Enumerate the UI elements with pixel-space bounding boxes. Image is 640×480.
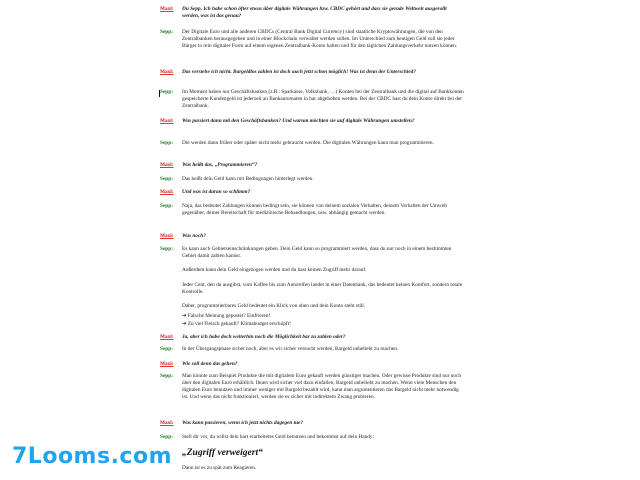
- speaker-label-sepp: Sepp:: [160, 203, 173, 209]
- dialog-text: Was passiert dann mit den Geschäftsbanken? Und warum möchten sie auf digitale Währungen umstellen?: [182, 118, 415, 124]
- speaker-label-maxl: Maxl:: [160, 69, 174, 75]
- zugriff-heading: „Zugriff verweigert“: [182, 448, 263, 458]
- dialog-text: Naja, das bedeutet Zahlungen können bedingt sein, sie können von deinem sozialen Verhalten, deinem Verhalten der Umwelt gegenüber, deiner Bereitschaft für medizinische Behandlungen, usw. abhängig gemacht werden.: [182, 203, 448, 216]
- speaker-label-sepp: Sepp:: [160, 246, 173, 252]
- speaker-label-sepp: Sepp:: [160, 140, 173, 146]
- dialog-text: Es kann auch Gebietseinschränkungen geben. Dein Geld kann so programmiert werden, dass du nur noch in einem bestimmten Gebiet damit zahlen kannst.: [182, 246, 452, 259]
- speaker-label-sepp: Sepp:: [160, 89, 173, 95]
- speaker-label-maxl: Maxl:: [160, 162, 174, 168]
- dialog-text: Außerdem kann dein Geld eingezogen werden und du hast keinen Zugriff mehr darauf.: [182, 267, 367, 273]
- speaker-label-maxl: Maxl:: [160, 6, 174, 12]
- speaker-label-maxl: Maxl:: [160, 420, 174, 426]
- dialog-text: Im Moment haben nur Geschäftsbanken (z.B.: Sparkasse, Volksbank, …) Konten bei der Zentralbank und die digital auf Bankkonten gespeicherte Kundengeld ist jederzeit an Bankautomaten in bar abgehoben werden. Bei der CBDC hast du dein Konto direkt bei der Zentralbank.: [182, 89, 464, 109]
- dialog-text: Der Digitale Euro und alle anderen CBDCs (Central Bank Digital Currency) sind staatliche Kryptowährungen, die von den Zentralbanken herausgegeben und in einer Blockchain verwaltet werden sollen. Im Unterschied zum heutigen Geld soll sie jeder Bürger in rein digitaler Form auf einem eigenen Zentralbank-Konto halten und für den täglichen Zahlungsverkehr nutzen können.: [182, 29, 458, 49]
- dialog-text: Das heißt dein Geld kann mit Bedingungen hinterlegt werden.: [182, 176, 314, 182]
- dialog-text: Stell dir vor, du willst dein hart erarbeitetes Geld benutzen und bekommst auf dein Handy:: [182, 434, 375, 440]
- dialog-text: Das verstehe ich nicht. Bargeldlos zahlen ist doch auch jetzt schon möglich! Was ist denn der Unterschied?: [182, 69, 416, 75]
- dialog-text: Was noch?: [182, 233, 206, 239]
- dialog-text: ➔ Falsche Meinung gepostet? Einfrieren!: [182, 313, 271, 319]
- speaker-label-maxl: Maxl:: [160, 334, 174, 340]
- speaker-label-maxl: Maxl:: [160, 233, 174, 239]
- dialog-text: Du Sepp, Ich habe schon öfter etwas über digitale Währungen bzw. CBDC gehört und dass sie gerade Weltweit ausgerollt werden, was ist das genau?: [182, 6, 447, 19]
- dialog-text: Wie soll denn das gehen?: [182, 361, 238, 367]
- text-cursor: [159, 90, 160, 97]
- dialog-text: Man könnte zum Beispiel Produkte die mit digitalem Euro gekauft werden günstiger machen. Oder gewisse Produkte sind nur noch über den digitalen Euro erhältlich. Ihnen wird sicher viel dazu einfallen, Bargeld unbeliebt zu machen. Wenn viele Menschen den digitalen Euro benutzen und immer weniger mit Bargeld bezahlt wird, kann man argumentieren das Bargeld nicht mehr notwendig ist. Und wenn das nicht funktioniert, werden sie es sicher mit indirektem Zwang probieren.: [182, 373, 462, 400]
- dialog-text: Was kann passieren, wenn ich jetzt nichts dagegen tue?: [182, 420, 304, 426]
- speaker-label-sepp: Sepp:: [160, 29, 173, 35]
- speaker-label-maxl: Maxl:: [160, 118, 174, 124]
- watermark-logo: 7Looms.com: [12, 444, 173, 469]
- speaker-label-sepp: Sepp:: [160, 434, 173, 440]
- speaker-label-sepp: Sepp:: [160, 346, 173, 352]
- dialog-text: Ja, aber ich habe doch weiterhin noch die Möglichkeit bar zu zahlen oder?: [182, 334, 346, 340]
- dialog-text: ➔ Zu viel Fleisch gekauft? Klimabudget erschöpft!: [182, 321, 291, 327]
- speaker-label-maxl: Maxl:: [160, 361, 174, 367]
- dialog-text: In der Übergangsphase sicher noch, aber es wir sicher versucht werden, Bargeld unbeliebt zu machen.: [182, 346, 399, 352]
- speaker-label-maxl: Maxl:: [160, 189, 174, 195]
- dialog-text: Und was ist daran so schlimm?: [182, 189, 251, 195]
- speaker-label-sepp: Sepp:: [160, 176, 173, 182]
- closing-text: Dann ist es zu spät zum Reagieren.: [182, 465, 257, 471]
- dialog-text: Die werden dann früher oder später nicht mehr gebraucht werden. Die digitalen Währungen kann man programmieren.: [182, 140, 434, 146]
- dialog-text: Was heißt das, „Programmieren“?: [182, 162, 258, 168]
- dialog-text: Daher, programmierbares Geld bedeutet ein Klick von oben und dein Konto steht still.: [182, 303, 366, 309]
- speaker-label-sepp: Sepp:: [160, 373, 173, 379]
- dialog-text: Jeder Cent, den du ausgibst, vom Kaffee bis zum Autoreifen landet in einer Datenbank, das bedeutet keinen Komfort, sondern totale Kontrolle.: [182, 282, 463, 295]
